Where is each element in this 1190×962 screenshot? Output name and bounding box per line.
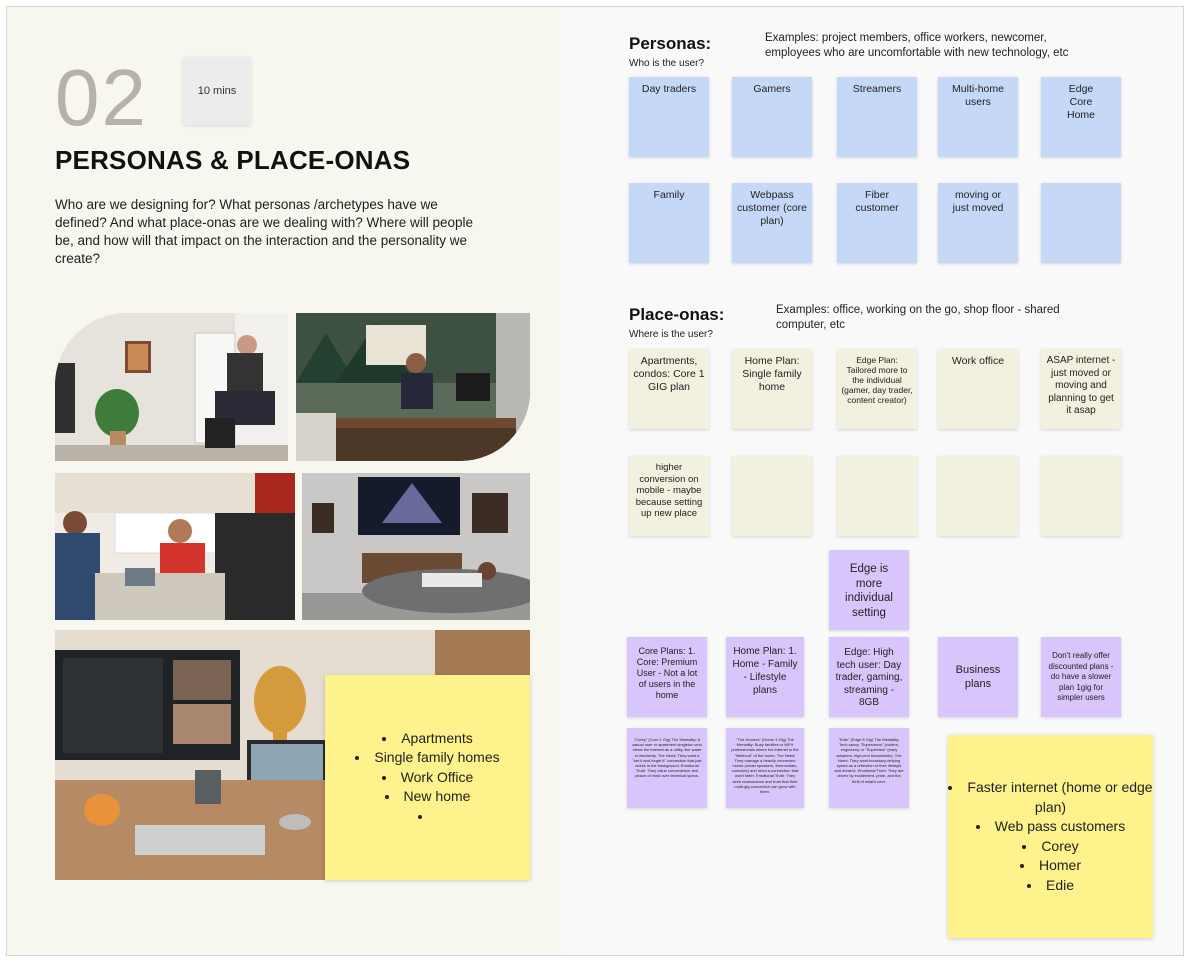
- personas-heading: Personas:: [629, 34, 712, 53]
- persona-note[interactable]: [1041, 183, 1121, 263]
- persona-note[interactable]: Fiber customer: [837, 183, 917, 263]
- placeona-note[interactable]: Edge Plan: Tailored more to the individual (gamer, day trader, content creator): [837, 349, 917, 429]
- section-number: 02: [55, 53, 148, 142]
- persona-note[interactable]: Edge Core Home: [1041, 77, 1121, 157]
- summary-item: • Corey: [948, 837, 1153, 857]
- placeona-note[interactable]: Apartments, condos: Core 1 GIG plan: [629, 349, 709, 429]
- photo-pizza-shop[interactable]: [55, 473, 295, 620]
- sticky-summary[interactable]: [948, 735, 1153, 938]
- plan-note-discount[interactable]: Don't really offer discounted plans - do have a slower plan 1gig for simpler users: [1041, 637, 1121, 717]
- placeonas-heading: Place-onas:: [629, 305, 725, 324]
- location-item: • Work Office: [355, 768, 499, 788]
- placeonas-examples: Examples: office, working on the go, shop floor - shared computer, etc: [776, 304, 1060, 331]
- edge-setting-note[interactable]: Edge is more individual setting: [829, 550, 909, 630]
- placeona-note[interactable]: [938, 456, 1018, 536]
- summary-item: • Web pass customers: [948, 817, 1153, 837]
- placeonas-subheading: Where is the user?: [629, 329, 713, 340]
- persona-note[interactable]: moving or just moved: [938, 183, 1018, 263]
- time-sticky[interactable]: 10 mins: [183, 57, 251, 125]
- summary-item: • Faster internet (home or edge plan): [948, 778, 1153, 817]
- intro-text: Who are we designing for? What personas /archetypes have we defined? And what place-onas are we dealing with? Where will people be, and how will that impact on the interaction and the personality we create?: [55, 197, 474, 266]
- archetype-note-homers[interactable]: "The Homers" (Home 3 Gig) The Mentality: Busy families or WFH professionals where the internet is the "lifeblood" of the home. The Need: They manage a heavily connected house (smart speakers, thermostats, consoles) and need a connection that won't falter. Emotional Truth: They seek reassurance and trust that their multi-gig connection can grow with them.: [726, 728, 804, 808]
- plan-note-core[interactable]: Core Plans: 1. Core: Premium User - Not a lot of users in the home: [627, 637, 707, 717]
- placeona-note[interactable]: Work office: [938, 349, 1018, 429]
- persona-note[interactable]: Streamers: [837, 77, 917, 157]
- archetype-note-edie[interactable]: "Edie" (Edge 8 Gig) The Mentality: Tech-savvy "Superusers" (coders, engineers) or "Superfans" (early adopters, high-end households). The Need: They want boundary-defying speed as a reflection of their lifestyle and dreams. Emotional Truth: They are driven by excitement, pride, and the thrill of what's next.: [829, 728, 909, 808]
- location-item: • New home: [355, 787, 499, 807]
- page-title: PERSONAS & PLACE-ONAS: [55, 145, 411, 175]
- location-item: • Single family homes: [355, 748, 499, 768]
- plan-note-business[interactable]: Business plans: [938, 637, 1018, 717]
- plan-note-edge[interactable]: Edge: High tech user: Day trader, gaming, streaming - 8GB: [829, 637, 909, 717]
- placeona-note[interactable]: [1041, 456, 1121, 536]
- summary-item: • Homer: [948, 856, 1153, 876]
- placeona-note[interactable]: [732, 456, 812, 536]
- archetype-note-corey[interactable]: "Corey" (Core 1 Gig) The Mentality: A casual user or apartment singleton who views the internet as a utility, like water or electricity. The Need: They want a "set it and forget it" connection that just works in the background. Emotional Truth: They value convenience and peace of mind over technical specs.: [627, 728, 707, 808]
- location-item: [355, 807, 499, 827]
- persona-note[interactable]: Webpass customer (core plan): [732, 183, 812, 263]
- location-item: • Apartments: [355, 729, 499, 749]
- placeona-note[interactable]: [837, 456, 917, 536]
- photo-cycling-woman[interactable]: [55, 313, 288, 461]
- persona-note[interactable]: Family: [629, 183, 709, 263]
- photo-living-room[interactable]: [302, 473, 530, 620]
- placeona-note[interactable]: Home Plan: Single family home: [732, 349, 812, 429]
- sticky-locations[interactable]: [325, 675, 530, 880]
- placeona-note[interactable]: ASAP internet - just moved or moving and planning to get it asap: [1041, 349, 1121, 429]
- persona-note[interactable]: Gamers: [732, 77, 812, 157]
- placeona-note[interactable]: higher conversion on mobile - maybe because setting up new place: [629, 456, 709, 536]
- plan-note-home[interactable]: Home Plan: 1. Home - Family - Lifestyle plans: [726, 637, 804, 717]
- personas-examples: Examples: project members, office workers, newcomer, employees who are uncomfortable with new technology, etc: [765, 32, 1069, 59]
- photo-gamer-desk[interactable]: [296, 313, 530, 461]
- persona-note[interactable]: Multi-home users: [938, 77, 1018, 157]
- summary-item: • Edie: [948, 876, 1153, 896]
- personas-subheading: Who is the user?: [629, 58, 705, 69]
- persona-note[interactable]: Day traders: [629, 77, 709, 157]
